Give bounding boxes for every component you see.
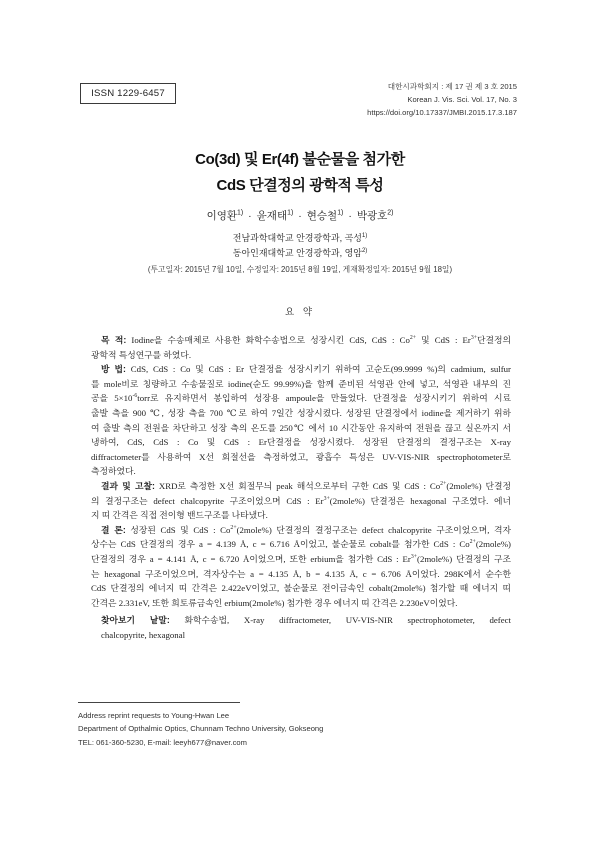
text-run: 냉하여, CdS, CdS : Co 및 CdS : Er단결정을 성장시켰다. 성장된 단결정의 결정구조는 X-ray bbox=[91, 437, 511, 448]
author-name: 현승철 bbox=[306, 210, 338, 222]
keywords bbox=[91, 613, 511, 644]
superscript: 3+ bbox=[410, 553, 418, 560]
abstract-line bbox=[91, 523, 511, 538]
correspondence-footnote bbox=[78, 709, 323, 749]
issn-box: ISSN 1229-6457 bbox=[80, 83, 176, 104]
abstract-section bbox=[91, 479, 511, 523]
superscript: 2+ bbox=[440, 481, 447, 488]
title-line-1: Co(3d) 및 Er(4f) 불순물을 첨가한 bbox=[195, 151, 405, 168]
superscript: 3+ bbox=[323, 495, 330, 502]
affiliation-mark: 1) bbox=[361, 233, 368, 239]
section-label: 방 법: bbox=[101, 364, 126, 375]
journal-volume-en: Korean J. Vis. Sci. Vol. 17, No. 3 bbox=[407, 95, 517, 104]
abstract-line bbox=[91, 464, 511, 479]
affiliation-mark: 2) bbox=[361, 248, 368, 254]
text-run: 출발 측을 900 ℃, 성장 측을 700 ℃로 하여 7일간 성장시켰다. 성장된 단결정에서 iodine을 제거하기 위하 bbox=[91, 407, 511, 418]
abstract-line bbox=[91, 552, 511, 567]
journal-volume-ko: 대한시과학회지 : 제 17 권 제 3 호 2015 bbox=[387, 82, 517, 91]
abstract-line bbox=[91, 567, 511, 582]
text-run: 단결정의 bbox=[477, 335, 512, 345]
abstract-line bbox=[91, 362, 511, 377]
author-separator: · bbox=[248, 210, 252, 222]
abstract-body bbox=[91, 333, 511, 644]
text-run: (2mole%) 단결정의 구조 bbox=[417, 553, 511, 564]
text-run: 광학적 특성연구를 하였다. bbox=[91, 349, 192, 360]
text-run: 의 결정구조는 defect chalcopyrite 구조이었으며 CdS : Er bbox=[91, 495, 324, 506]
abstract-line bbox=[91, 348, 511, 363]
text-run: 성장된 CdS 및 CdS : Co bbox=[130, 524, 231, 535]
text-run: 및 CdS : Er bbox=[416, 335, 471, 345]
affiliation-list bbox=[0, 231, 600, 261]
text-run: chalcopyrite, hexagonal bbox=[101, 630, 186, 641]
footnote-divider bbox=[78, 702, 240, 703]
text-run: (2mole%) 단결정 bbox=[446, 480, 511, 491]
author-separator: · bbox=[298, 210, 302, 222]
text-run: 간격은 2.331eV, 또한 희토류금속인 erbium(2mole%) 첨가한 경우 에너지 띠 간격은 2.230eV이었다. bbox=[91, 597, 458, 608]
affiliation-1 bbox=[0, 231, 600, 246]
doi-link[interactable]: https://doi.org/10.17337/JMBI.2015.17.3.187 bbox=[367, 108, 517, 117]
author-contact: TEL: 061-360-5230, E-mail: leeyh677@naver.com bbox=[78, 737, 247, 747]
text-run: diffractometer를 사용하여 X선 회절선을 측정하였고, 광흡수 특성은 UV-VIS-NIR spectrophotometer로 bbox=[91, 451, 511, 462]
journal-info bbox=[367, 80, 517, 119]
abstract-line bbox=[91, 479, 511, 494]
text-run: 상수는 CdS 단결정의 경우 a = 4.139 Å, c = 6.716 Å이었고, 불순물로 cobalt를 첨가한 CdS : Co bbox=[91, 539, 470, 550]
keywords-line bbox=[91, 628, 511, 644]
text-run: Iodine을 수송매체로 사용한 화학수송법으로 성장시킨 CdS, CdS : Co bbox=[131, 335, 410, 345]
text-run: (2mole%) bbox=[475, 539, 511, 550]
abstract-line bbox=[91, 377, 511, 392]
abstract-line bbox=[91, 406, 511, 421]
affiliation-mark: 2) bbox=[387, 209, 394, 217]
affiliation-text: 동아인재대학교 안경광학과, 영암 bbox=[232, 248, 362, 258]
text-run: CdS, CdS : Co 및 CdS : Er 단결정을 성장시키기 위하여 고순도(99.9999 %)의 cadmium, sulfur bbox=[130, 364, 511, 375]
text-run: XRD로 측정한 X선 회절무늬 peak 해석으로부터 구한 CdS 및 CdS : Co bbox=[158, 480, 441, 491]
abstract-line bbox=[91, 421, 511, 436]
abstract-line bbox=[91, 494, 511, 509]
text-run: 화학수송법, X-ray diffractometer, UV-VIS-NIR spectrophotometer, defect bbox=[184, 614, 511, 625]
title-line-2: CdS 단결정의 광학적 특성 bbox=[216, 177, 384, 194]
affiliation-text: 전남과학대학교 안경광학과, 곡성 bbox=[232, 233, 362, 243]
author-list bbox=[0, 208, 600, 224]
text-run: (2mole%) 단결정의 결정구조는 defect chalcopyrite 구조이었으며, 격자 bbox=[236, 524, 512, 535]
abstract-section bbox=[91, 362, 511, 479]
abstract-line bbox=[91, 333, 511, 348]
author-name: 윤재태 bbox=[256, 210, 288, 222]
superscript: 2+ bbox=[409, 335, 417, 342]
author-name: 박광호 bbox=[356, 210, 388, 222]
affiliation-mark: 1) bbox=[337, 209, 344, 217]
text-run: 단결정의 경우 a = 4.141 Å, c = 6.720 Å이었으며, 또한 erbium을 첨가한 CdS : Er bbox=[91, 553, 411, 564]
section-label: 결과 및 고찰: bbox=[101, 480, 155, 491]
paper-title bbox=[0, 147, 600, 199]
text-run: torr로 유지하면서 봉입하여 성장용 ampoule을 만들었다. 단결정을 성장시키기 위하여 시료 bbox=[137, 393, 511, 404]
text-run: CdS 단결정의 에너지 띠 간격은 2.422eV이었고, 불순물로 전이금속인 cobalt(2mole%) 첨가할 때 에너지 띠 bbox=[91, 583, 511, 594]
author-department: Department of Opthalmic Optics, Chunnam Techno University, Gokseong bbox=[78, 724, 324, 734]
affiliation-mark: 1) bbox=[287, 209, 294, 217]
author-separator: · bbox=[348, 210, 352, 222]
abstract-line bbox=[91, 450, 511, 465]
abstract-heading: 요 약 bbox=[285, 307, 315, 318]
superscript: 2+ bbox=[469, 539, 476, 546]
abstract-line bbox=[91, 391, 511, 406]
section-label: 결 론: bbox=[101, 524, 126, 535]
abstract-section bbox=[91, 333, 511, 362]
text-run: 공을 5×10 bbox=[91, 393, 133, 404]
abstract-line bbox=[91, 435, 511, 450]
keywords-line bbox=[91, 613, 511, 629]
abstract-section bbox=[91, 523, 511, 611]
superscript: -6 bbox=[132, 393, 138, 400]
text-run: 는 hexagonal 구조이었으며, 격자상수는 a = 4.135 Å, b = 4.135 Å, c = 6.706 Å이었다. 298K에서 순수한 bbox=[91, 568, 511, 579]
text-run: 를 mole비로 칭량하고 수송물질로 iodine(순도 99.99%)을 함께 준비된 석영관 안에 넣고, 석영관 내부의 진 bbox=[91, 378, 511, 389]
author-name: 이영환 bbox=[206, 210, 237, 222]
section-label: 찾아보기 낱말: bbox=[101, 614, 170, 625]
abstract-line bbox=[91, 537, 511, 552]
affiliation-mark: 1) bbox=[237, 209, 244, 217]
superscript: 3+ bbox=[470, 335, 478, 342]
affiliation-2 bbox=[0, 246, 600, 261]
text-run: 측정하였다. bbox=[91, 466, 136, 477]
reprint-request: Address reprint requests to Young-Hwan Lee bbox=[78, 711, 230, 720]
submission-dates: (투고일자: 2015년 7월 10일, 수정일자: 2015년 8월 19일, 게재확정일자: 2015년 9월 18일) bbox=[147, 265, 453, 274]
superscript: 2+ bbox=[230, 524, 237, 531]
text-run: 여 출발 측의 전원을 차단하고 성장 측의 온도를 250℃ 에서 10 시간동안 유지하여 전원을 끊고 실온까지 서 bbox=[91, 422, 511, 433]
text-run: 지 띠 간격은 직접 전이형 밴드구조를 나타냈다. bbox=[91, 510, 268, 521]
text-run: (2mole%) 단결정은 hexagonal 구조였다. 에너 bbox=[329, 495, 511, 506]
section-label: 목 적: bbox=[101, 335, 127, 345]
abstract-line bbox=[91, 581, 511, 596]
abstract-line bbox=[91, 508, 511, 523]
abstract-line bbox=[91, 596, 511, 611]
